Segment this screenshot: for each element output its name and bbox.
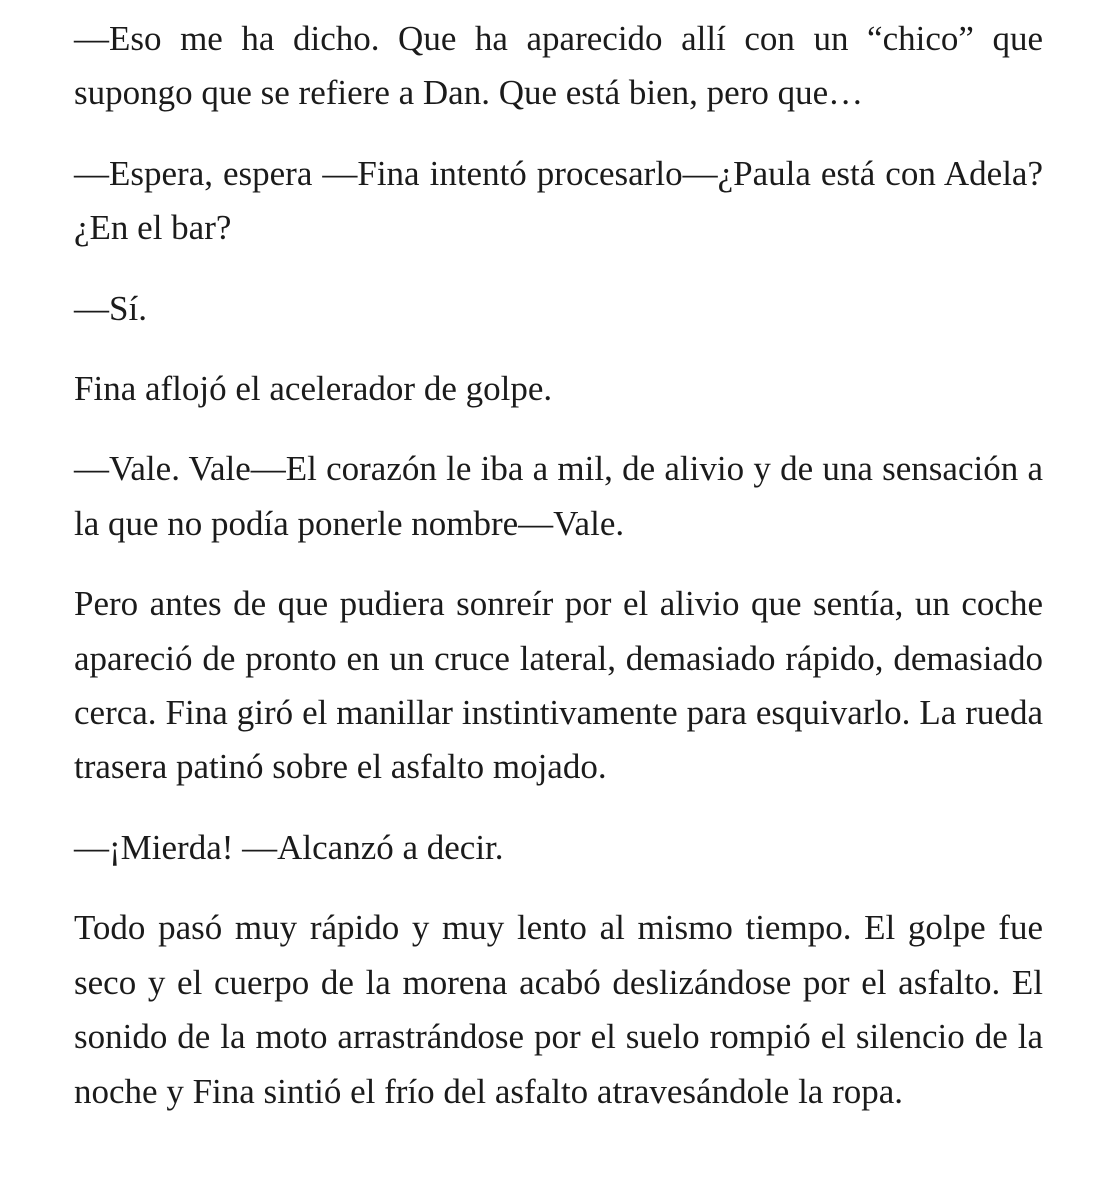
paragraph: Todo pasó muy rápido y muy lento al mismo tiempo. El golpe fue seco y el cuerpo de la morena acabó deslizándose por el asfalto. El sonido de la moto arrastrándose por el suelo rompió el silencio de la noche y Fina sintió el frío del asfalto atravesándole la ropa. xyxy=(74,908,1043,1111)
paragraph: —Espera, espera —Fina intentó procesarlo—¿Paula está con Adela? ¿En el bar? xyxy=(74,153,1043,248)
paragraph: —Vale. Vale—El corazón le iba a mil, de alivio y de una sensación a la que no podía ponerle nombre—Vale. xyxy=(74,449,1043,543)
paragraph: —Eso me ha dicho. Que ha aparecido allí con un “chico” que supongo que se refiere a Dan. Que está bien, pero que… xyxy=(74,19,1043,113)
paragraph: Fina aflojó el acelerador de golpe. xyxy=(74,369,553,409)
paragraph: —¡Mierda! —Alcanzó a decir. xyxy=(74,827,504,867)
paragraph: Pero antes de que pudiera sonreír por el alivio que sentía, un coche apareció de pronto en un cruce lateral, demasiado rápido, demasiado cerca. Fina giró el manillar instintivamente para esquivarlo. La rueda trasera patinó sobre el asfalto mojado. xyxy=(74,584,1043,787)
document-page xyxy=(74,12,1043,1119)
paragraph: —Sí. xyxy=(74,288,147,328)
